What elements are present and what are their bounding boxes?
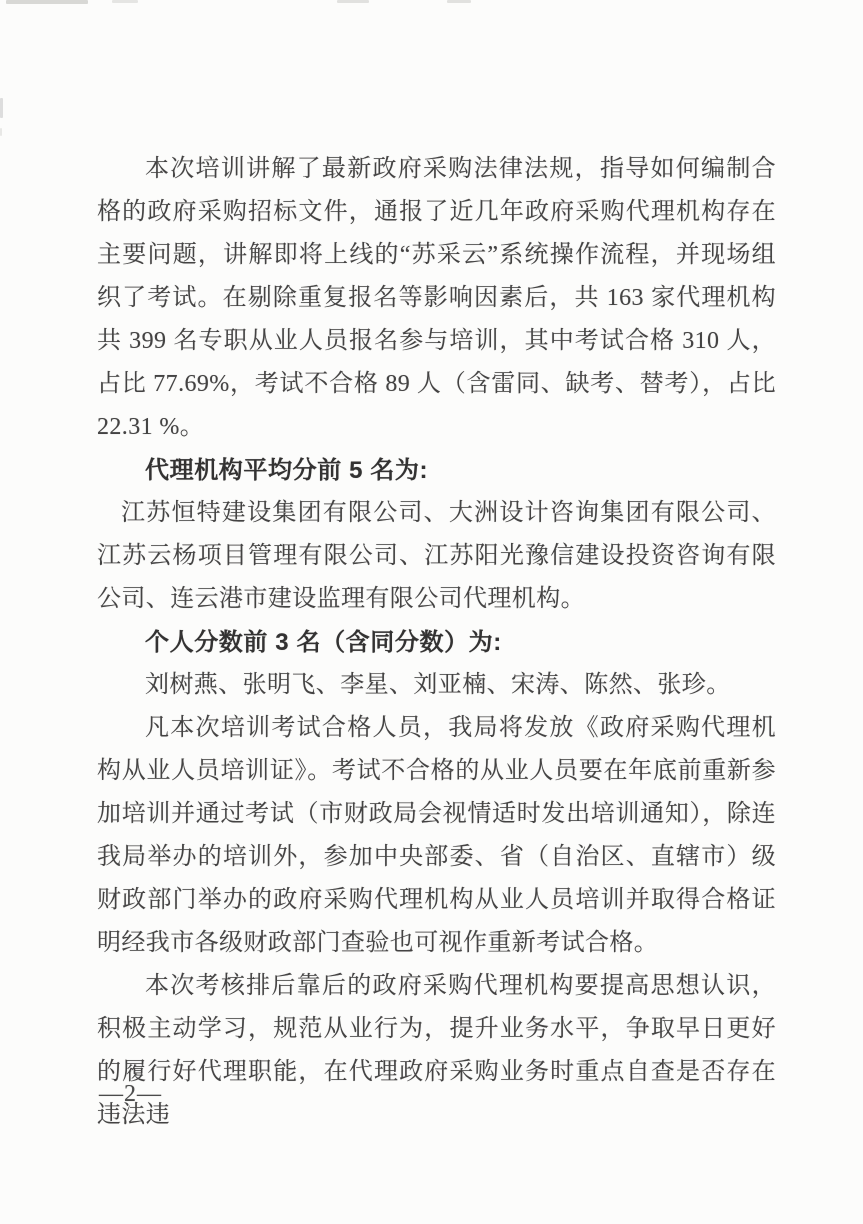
paragraph: 刘树燕、张明飞、李星、刘亚楠、宋涛、陈然、张珍。	[145, 672, 731, 698]
document-body	[97, 148, 776, 1137]
scan-artifact	[112, 0, 138, 3]
paragraph: 本次培训讲解了最新政府采购法律法规，指导如何编制合格的政府采购招标文件，通报了近几年政府采购代理机构存在主要问题，讲解即将上线的“苏采云”系统操作流程，并现场组织了考试。在剔除重复报名等影响因素后，共 163 家代理机构共 399 名专职从业人员报名参与培训，其中考试合格 310 人，占比 77.69%，考试不合格 89 人（含雷同、缺考、替考），占比 22.31 %。	[97, 156, 776, 440]
paragraph: 本次考核排后靠后的政府采购代理机构要提高思想认识，积极主动学习，规范从业行为，提升业务水平，争取早日更好的履行好代理职能，在代理政府采购业务时重点自查是否存在违法违	[97, 973, 776, 1128]
paragraph: 凡本次培训考试合格人员，我局将发放《政府采购代理机构从业人员培训证》。考试不合格的从业人员要在年底前重新参加培训并通过考试（市财政局会视情适时发出培训通知），除连我局举办的培训外，参加中央部委、省（自治区、直辖市）级财政部门举办的政府采购代理机构从业人员培训并取得合格证明经我市各级财政部门查验也可视作重新考试合格。	[97, 715, 776, 956]
scan-artifact	[6, 0, 88, 4]
scan-artifact	[0, 98, 3, 118]
scan-artifact	[447, 0, 471, 3]
scan-artifact	[337, 0, 369, 3]
section-heading: 个人分数前 3 名（含同分数）为:	[145, 629, 502, 656]
paragraph: 江苏恒特建设集团有限公司、大洲设计咨询集团有限公司、江苏云杨项目管理有限公司、江苏阳光豫信建设投资咨询有限公司、连云港市建设监理有限公司代理机构。	[97, 500, 776, 612]
section-heading: 代理机构平均分前 5 名为:	[145, 457, 429, 484]
page-number: —2—	[99, 1081, 162, 1107]
scan-artifact	[0, 128, 2, 136]
